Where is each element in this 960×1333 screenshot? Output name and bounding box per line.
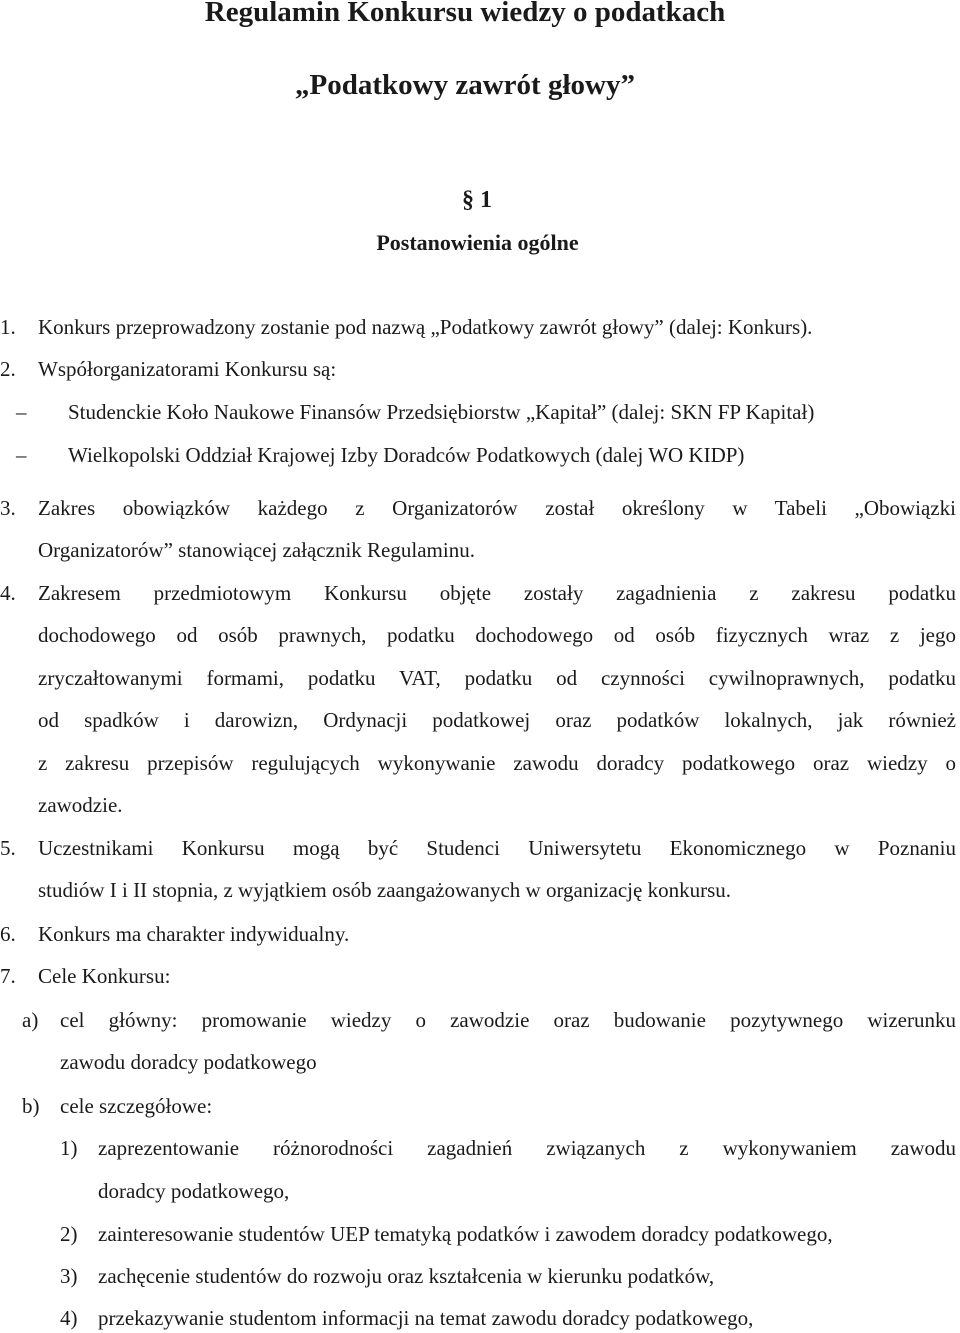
- sub-item-text: cele szczegółowe:: [60, 1094, 213, 1118]
- sub-sub-item-text: zachęcenie studentów do rozwoju oraz kształcenia w kierunku podatków,: [98, 1264, 715, 1288]
- section-heading: Postanowienia ogólne: [376, 230, 579, 255]
- document-title: Regulamin Konkursu wiedzy o podatkach: [204, 0, 726, 28]
- item-number: 3.: [0, 496, 16, 520]
- section-number: § 1: [462, 187, 492, 213]
- item-text-line: od spadków i darowizn, Ordynacji podatkowej oraz podatków lokalnych, jak również: [38, 708, 956, 732]
- sub-sub-item-label: 2): [60, 1222, 78, 1246]
- item-number: 2.: [0, 357, 16, 381]
- list-item: Wielkopolski Oddział Krajowej Izby Doradców Podatkowych (dalej WO KIDP): [68, 443, 745, 467]
- document-subtitle: „Podatkowy zawrót głowy”: [295, 69, 635, 101]
- sub-sub-item-label: 4): [60, 1306, 78, 1330]
- sub-sub-item-label: 3): [60, 1264, 78, 1288]
- item-number: 1.: [0, 315, 16, 339]
- sub-sub-item-text: zainteresowanie studentów UEP tematyką podatków i zawodem doradcy podatkowego,: [98, 1222, 833, 1246]
- item-text-line: studiów I i II stopnia, z wyjątkiem osób zaangażowanych w organizację konkursu.: [38, 878, 731, 902]
- list-item: Studenckie Koło Naukowe Finansów Przedsiębiorstw „Kapitał” (dalej: SKN FP Kapitał): [68, 400, 815, 424]
- list-dash: –: [16, 443, 27, 467]
- sub-sub-item-text-line: zaprezentowanie różnorodności zagadnień związanych z wykonywaniem zawodu: [98, 1136, 956, 1160]
- item-text-line: zawodzie.: [38, 793, 123, 817]
- sub-sub-item-label: 1): [60, 1136, 78, 1160]
- item-text-line: Zakresem przedmiotowym Konkursu objęte zostały zagadnienia z zakresu podatku: [38, 581, 956, 605]
- item-text-line: Zakres obowiązków każdego z Organizatorów został określony w Tabeli „Obowiązki: [38, 496, 956, 520]
- item-number: 5.: [0, 836, 16, 860]
- item-number: 6.: [0, 922, 16, 946]
- item-text-line: z zakresu przepisów regulujących wykonywanie zawodu doradcy podatkowego oraz wiedzy o: [38, 751, 956, 775]
- item-text: Cele Konkursu:: [38, 964, 171, 988]
- item-text-line: dochodowego od osób prawnych, podatku dochodowego od osób fizycznych wraz z jego: [38, 623, 956, 647]
- item-text-line: Organizatorów” stanowiącej załącznik Regulaminu.: [38, 538, 475, 562]
- item-text-line: zryczałtowanymi formami, podatku VAT, podatku od czynności cywilnoprawnych, podatku: [38, 666, 956, 690]
- sub-item-label: b): [22, 1094, 40, 1118]
- sub-sub-item-text: przekazywanie studentom informacji na temat zawodu doradcy podatkowego,: [98, 1306, 754, 1330]
- item-number: 7.: [0, 964, 16, 988]
- item-text: Konkurs ma charakter indywidualny.: [38, 922, 350, 946]
- sub-item-label: a): [22, 1008, 39, 1032]
- item-number: 4.: [0, 581, 16, 605]
- item-text: Współorganizatorami Konkursu są:: [38, 357, 337, 381]
- sub-item-text-line: zawodu doradcy podatkowego: [60, 1050, 317, 1074]
- item-text: Konkurs przeprowadzony zostanie pod nazwą „Podatkowy zawrót głowy” (dalej: Konkurs).: [38, 315, 813, 339]
- sub-item-text-line: cel główny: promowanie wiedzy o zawodzie oraz budowanie pozytywnego wizerunku: [60, 1008, 956, 1032]
- item-text-line: Uczestnikami Konkursu mogą być Studenci Uniwersytetu Ekonomicznego w Poznaniu: [38, 836, 956, 860]
- list-dash: –: [16, 400, 27, 424]
- sub-sub-item-text-line: doradcy podatkowego,: [98, 1179, 290, 1203]
